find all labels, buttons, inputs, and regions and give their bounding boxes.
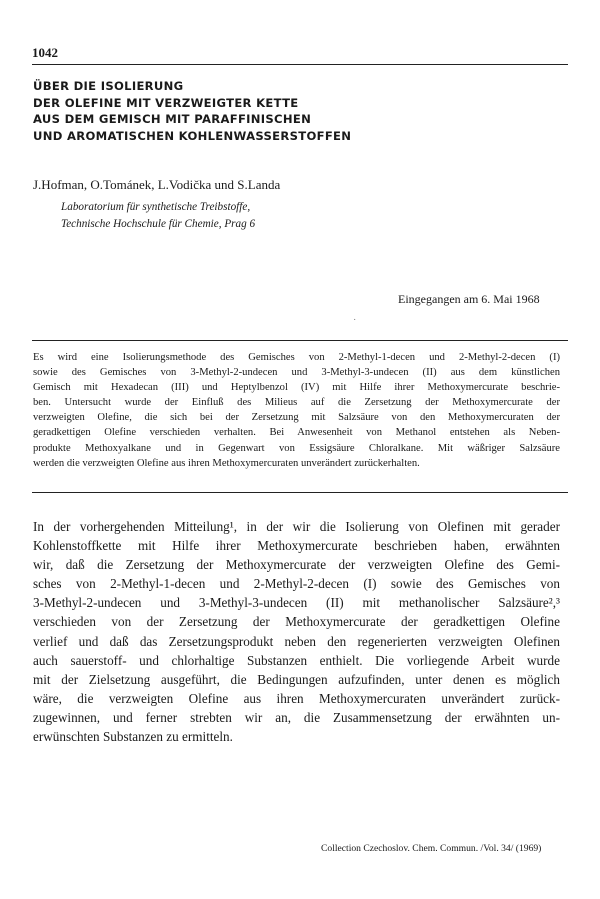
body-line: Kohlenstoffkette mit Hilfe ihrer Methoxymercurate beschrieben haben, erwähnten — [33, 538, 560, 554]
abstract-line: Es wird eine Isolierungsmethode des Gemisches von 2-Methyl-1-decen und 2-Methyl-2-decen (I) — [33, 352, 560, 363]
abstract-line: werden die verzweigten Olefine aus ihren Methoxymercuraten unverändert zurückerhalten. — [33, 457, 420, 469]
body-line: mit der Zielsetzung ausgeführt, die Bedingungen aufzufinden, unter denen es möglich — [33, 671, 560, 687]
abstract-line: ben. Untersucht wurde der Einfluß des Milieus auf die Zersetzung der Methoxymercurate der — [33, 397, 560, 409]
title-line: DER OLEFINE MIT VERZWEIGTER KETTE — [33, 95, 299, 110]
body-line: 3-Methyl-2-undecen und 3-Methyl-3-undecen (II) mit methanolischer Salzsäure²,³ — [33, 595, 560, 611]
received-date: Eingegangen am 6. Mai 1968 — [398, 292, 540, 306]
body-line: verlief und daß das Zersetzungsprodukt neben den regenerierten verzweigten Olefinen — [33, 633, 560, 649]
page-number: 1042 — [32, 45, 58, 60]
scan-speck: ˙ — [353, 318, 357, 329]
abstract-line: sowie des Gemisches von 3-Methyl-2-undecen und 3-Methyl-3-undecen (II) aus dem künstlichen — [33, 367, 560, 379]
abstract-line: produkte Methoxyalkane und in Gegenwart von Essigsäure Chloralkane. Mit wäßriger Salzsäure — [33, 442, 560, 454]
title-line: ÜBER DIE ISOLIERUNG — [33, 79, 184, 93]
body-line: verschieden von der Zersetzung der Methoxymercurate der geradkettigen Olefine — [33, 614, 560, 630]
journal-footer: Collection Czechoslov. Chem. Commun. /Vol. 34/ (1969) — [321, 843, 542, 854]
abstract-rule-bottom — [32, 492, 568, 493]
body-line: In der vorhergehenden Mitteilung¹, in der wir die Isolierung von Olefinen mit gerader — [33, 519, 560, 534]
body-line: wir, daß die Zersetzung der Methoxymercurate der verzweigten Olefine des Gemi- — [33, 557, 560, 573]
header-rule — [32, 64, 568, 65]
abstract-line: Gemisch mit Hexadecan (III) und Heptylbenzol (IV) mit Hilfe ihrer Methoxymercurate beschrie- — [33, 382, 560, 394]
affiliation-line: Laboratorium für synthetische Treibstoffe, — [61, 201, 251, 213]
author-list: J.Hofman, O.Tománek, L.Vodička und S.Landa — [33, 177, 281, 192]
title-line: UND AROMATISCHEN KOHLENWASSERSTOFFEN — [33, 128, 352, 143]
abstract-rule-top — [32, 340, 568, 341]
body-line: sches von 2-Methyl-1-decen und 2-Methyl-2-decen (I) sowie des Gemisches von — [33, 576, 560, 592]
body-line: erwünschten Substanzen zu ermitteln. — [33, 729, 233, 745]
body-line: wäre, die verzweigten Olefine aus ihren Methoxymercuraten unverändert zurück- — [33, 690, 560, 706]
abstract-line: verzweigten Olefine, die sich bei der Zersetzung mit Salzsäure von den Methoxymercuraten der — [33, 412, 560, 424]
affiliation-line: Technische Hochschule für Chemie, Prag 6 — [61, 218, 256, 230]
abstract-line: geradkettigen Olefine verschieden verhalten. Bei Anwesenheit von Methanol entstehen als Neben- — [33, 427, 560, 439]
body-line: zugewinnen, und ferner strebten wir an, die Zusammensetzung der erwähnten un- — [33, 709, 560, 725]
article-title — [33, 78, 573, 144]
abstract — [33, 350, 560, 471]
body-line: auch sauerstoff- und chlorhaltige Substanzen enthielt. Die vorliegende Arbeit wurde — [33, 652, 560, 668]
title-line: AUS DEM GEMISCH MIT PARAFFINISCHEN — [33, 112, 312, 126]
body-paragraph — [33, 517, 560, 746]
affiliation — [61, 199, 255, 233]
